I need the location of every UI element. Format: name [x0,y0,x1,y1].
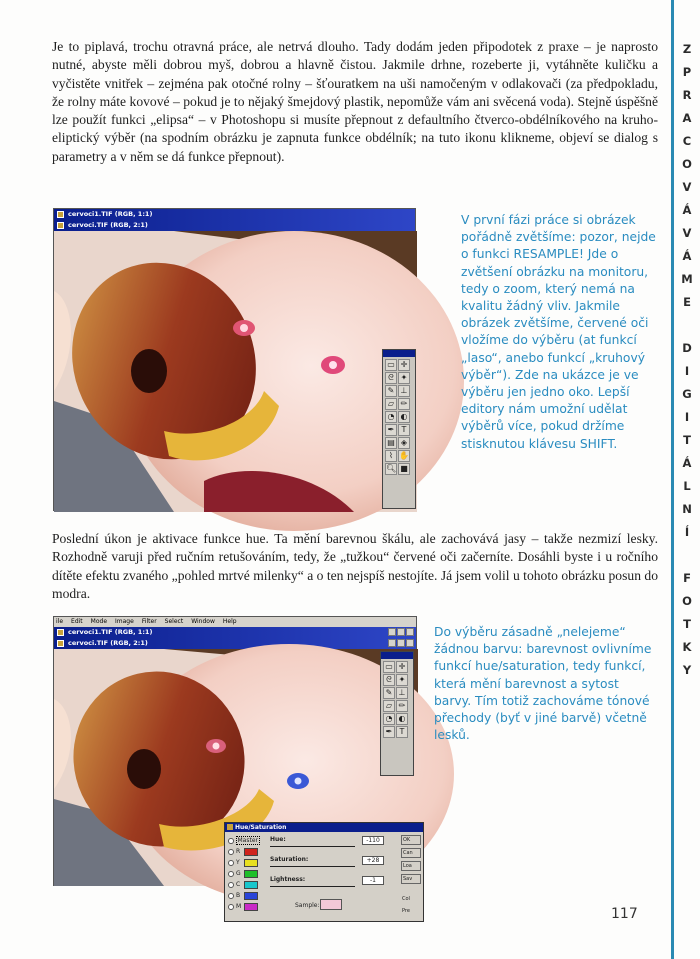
move-tool-icon[interactable]: ✛ [398,359,410,371]
page-number: 117 [611,906,638,922]
blur-tool-icon[interactable]: ◔ [385,411,397,423]
menu-item-select[interactable]: Select [164,618,184,625]
pencil-tool-icon[interactable]: ✏ [396,700,408,712]
side-title-letter: T [683,433,691,447]
menu-item-window[interactable]: Window [191,618,215,625]
stamp-tool-icon[interactable]: ⊥ [398,385,410,397]
app-menu-bar [54,617,416,627]
gradient-tool-icon[interactable]: ▤ [385,437,397,449]
channel-label: R [236,848,241,855]
lightness-slider[interactable] [270,876,390,883]
hue-slider[interactable] [270,836,390,843]
pen-tool-icon[interactable]: ✒ [385,424,397,436]
minimize-button[interactable] [388,639,396,647]
channel-list [228,835,260,912]
side-title-letter: K [682,640,692,654]
saturation-value-field[interactable]: +28 [362,856,384,865]
menu-item-edit[interactable]: Edit [71,618,83,625]
channel-label: B [236,892,241,899]
menu-item-filter[interactable]: Filter [141,618,157,625]
side-title-letter [685,544,689,567]
window-title-bar-1 [54,627,416,638]
maximize-button[interactable] [397,628,405,636]
window-buttons [388,639,414,647]
brush-tool-icon[interactable]: ✎ [383,687,395,699]
sample-swatch [320,899,342,910]
window-title-bar-2 [54,220,415,231]
channel-row[interactable] [228,879,260,890]
side-title-letter: R [682,88,692,102]
hand-tool-icon[interactable]: ✋ [399,451,409,460]
channel-color-swatch [244,848,258,856]
channel-color-swatch [244,859,258,867]
side-title-letter: M [681,272,693,286]
lightness-value-field[interactable]: -1 [362,876,384,885]
side-section-title [674,38,700,677]
channel-label: C [236,881,241,888]
sample-label: Sample: [295,902,320,909]
window-buttons [388,628,414,636]
lightness-track[interactable] [270,886,355,887]
side-title-letter: O [682,594,692,608]
toolbox-palette [380,651,414,776]
eyedropper-tool-icon[interactable]: ⌇ [385,450,397,462]
saturation-track[interactable] [270,866,355,867]
close-button[interactable] [406,628,414,636]
lasso-tool-icon[interactable]: ᘓ [383,674,395,686]
saturation-slider[interactable] [270,856,390,863]
eraser-tool-icon[interactable]: ▱ [383,700,395,712]
side-title-letter: O [682,157,692,171]
channel-radio[interactable] [228,849,234,855]
window-title-2: cervoci.TIF (RGB, 2:1) [68,221,148,229]
document-icon [57,211,64,218]
dodge-tool-icon[interactable]: ◐ [396,713,408,725]
side-title-letter: G [682,387,692,401]
window-title-1: cervoci1.TIF (RGB, 1:1) [68,210,153,218]
side-title-letter: V [682,226,692,240]
side-title-letter: D [682,341,692,355]
colorize-checkbox[interactable]: Col [402,896,410,902]
side-title-letter: Y [682,663,692,677]
side-title-letter: I [684,410,690,424]
channel-row[interactable] [228,846,260,857]
baby-photo-zoomed [54,231,415,512]
ok-button[interactable]: OK [401,835,421,845]
lightness-label: Lightness: [270,876,306,883]
baby-photo-illustration [54,231,417,512]
zoom-tool-icon[interactable]: 🔍︎ [386,464,397,473]
blur-tool-icon[interactable]: ◔ [383,713,395,725]
dialog-title: Hue/Saturation [225,823,423,832]
saturation-label: Saturation: [270,856,309,863]
side-title-letter: Á [682,456,692,470]
document-icon [57,629,64,636]
caption-1: V první fázi práce si obrázek pořádně zvětšíme: pozor, nejde o funkci RESAMPLE! Jde o zvětšení obrázku na monitoru, tedy o zoom, který nemá na kvalitu žádný vliv. Jakmile obrázek zvětšíme, červené oči vložíme do výběru (at funkcí „laso“, anebo funkcí „kruhový výběr“). Zde na ukázce je ve výběru jen jedno oko. Lepší editory nám umožní udělat výběrů více, pokud držíme stisknutou klávesu SHIFT. [461,213,656,451]
menu-item-ile[interactable]: ile [56,618,64,625]
channel-master[interactable] [228,835,260,846]
document-icon [57,640,64,647]
cancel-button[interactable]: Can [401,848,421,858]
side-title-letter: Z [682,42,692,56]
side-title-letter: V [682,180,692,194]
side-title-letter: F [683,571,691,585]
channel-row[interactable] [228,868,260,879]
side-title-letter: T [683,617,691,631]
side-title-letter: L [683,479,691,493]
dodge-tool-icon[interactable]: ◐ [398,411,410,423]
window-title-2: cervoci.TIF (RGB, 2:1) [68,639,148,647]
eraser-tool-icon[interactable]: ▱ [385,398,397,410]
channel-radio[interactable] [228,860,234,866]
channel-radio[interactable] [228,904,234,910]
marquee-tool-icon[interactable]: ▭ [383,661,395,673]
magic-wand-icon[interactable]: ✦ [396,674,408,686]
preview-checkbox[interactable]: Pre [402,908,410,914]
type-tool-icon[interactable]: T [396,726,408,738]
fill-tool-icon[interactable]: ◈ [398,437,410,449]
pen-tool-icon[interactable]: ✒ [383,726,395,738]
channel-color-swatch [244,870,258,878]
radio-master[interactable] [228,838,234,844]
maximize-button[interactable] [397,639,405,647]
document-icon [57,222,64,229]
close-button[interactable] [406,639,414,647]
screenshot-photoshop-zoom [53,208,416,511]
lasso-tool-icon[interactable]: ᘓ [385,372,397,384]
menu-item-help[interactable]: Help [222,618,237,625]
pencil-tool-icon[interactable]: ✏ [398,398,410,410]
side-title-letter: P [682,65,692,79]
menu-item-mode[interactable]: Mode [90,618,108,625]
side-title-letter: N [682,502,692,516]
hue-label: Hue: [270,836,286,843]
body-paragraph-1: Je to piplavá, trochu otravná práce, ale netrvá dlouho. Tady dodám jeden připodotek z praxe – je naprosto nutné, abyste měli dobrou myš, dobrou a hlavně čistou. Jakmile drhne, rozeberte ji, vytáhněte kuličku a vyčistěte vnitřek – zejména pak otočné rolny – šťouratkem na uši namočeným v odlakovači (za předpokladu, že rolny máte kovové – pokud je to nějaký šmejdový plastik, nepomůže vám ani svěcená voda). Stejně úspěšně lze použít funkci „elipsa“ – v Photoshopu si musíte přepnout z defaultního čtverco-obdélníkového na kruho-eliptický výběr (na spodním obrázku je zapnuta funkce obdélník; na tuto ikonu klikneme, objeví se dialog s parametry a v něm se dá funkce přepnout). [52,39,658,164]
side-title-letter: C [682,134,692,148]
channel-color-swatch [244,903,258,911]
channel-radio[interactable] [228,882,234,888]
type-tool-icon[interactable]: T [398,424,410,436]
caption-2: Do výběru zásadně „nelejeme“ žádnou barvu: barevnost ovlivníme funkcí hue/saturation, tedy funkcí, která mění barevnost a sytost barvy. Tím totiž zachováme tónové přechody (byť v jiné barvě) včetně lesků. [434,625,652,743]
baby-photo-blue-eyes [54,649,416,914]
hue-value-field[interactable]: -110 [362,836,384,845]
channel-label: Y [236,859,240,866]
side-title-letter: A [682,111,692,125]
hue-track[interactable] [270,846,355,847]
channel-radio[interactable] [228,871,234,877]
master-label: Master [237,837,258,844]
magic-wand-icon[interactable]: ✦ [398,372,410,384]
window-title-bar-1 [54,209,415,220]
side-title-letter: Á [682,249,692,263]
channel-label: G [236,870,241,877]
hue-saturation-dialog [224,822,424,922]
toolbox-palette [382,349,416,509]
menu-item-image[interactable]: Image [115,618,134,625]
channel-row[interactable] [228,901,260,912]
brush-tool-icon[interactable]: ✎ [385,385,397,397]
side-title-letter: E [683,295,691,309]
channel-color-swatch [244,892,258,900]
channel-radio[interactable] [228,893,234,899]
window-title-1: cervoci1.TIF (RGB, 1:1) [68,628,153,636]
body-paragraph-2: Poslední úkon je aktivace funkce hue. Ta mění barevnou škálu, ale zachovává jasy – takže nezmizí lesky. Rozhodně varuji před ručním retušováním, tedy, že „tužkou“ červené oči začerníte. Dosáhli byste i u ročního dítěte efektu zvaného „pohled mrtvé milenky“ a o ten nejspíš nestojíte. Já jsem volil u tohoto obrázku posun do modra. [52,531,658,601]
side-title-letter: I [684,364,690,378]
save-button[interactable]: Sav [401,874,421,884]
load-button[interactable]: Loa [401,861,421,871]
side-title-letter: Á [682,203,692,217]
minimize-button[interactable] [388,628,396,636]
color-swatch-icon[interactable]: ■ [398,463,410,475]
channel-label: M [236,903,242,910]
channel-row[interactable] [228,890,260,901]
screenshot-photoshop-hue [53,616,417,914]
side-title-letter [685,314,689,337]
side-title-letter: Í [684,525,690,539]
move-tool-icon[interactable]: ✛ [396,661,408,673]
marquee-tool-icon[interactable]: ▭ [385,359,397,371]
channel-color-swatch [244,881,258,889]
window-title-bar-2 [54,638,416,649]
channel-row[interactable] [228,857,260,868]
stamp-tool-icon[interactable]: ⊥ [396,687,408,699]
